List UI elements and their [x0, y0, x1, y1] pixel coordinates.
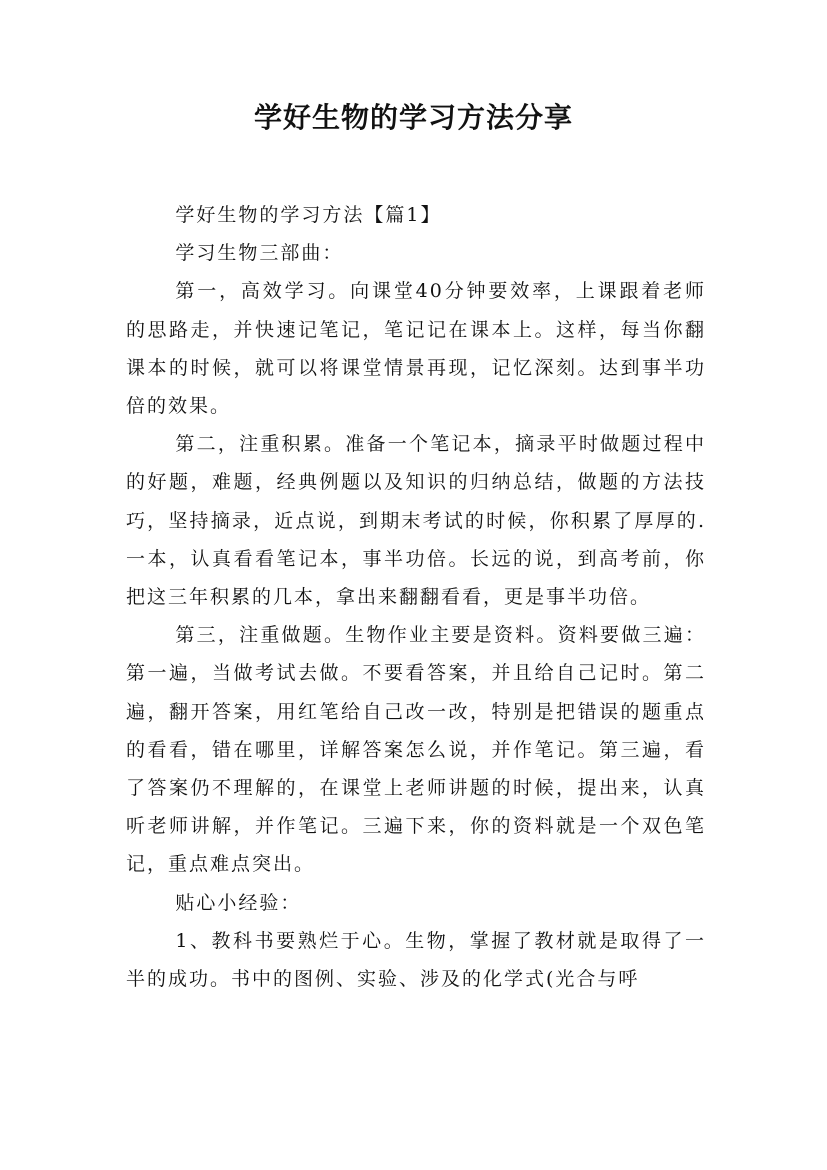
- paragraph-1: 第一，高效学习。向课堂40分钟要效率，上课跟着老师的思路走，并快速记笔记，笔记记在课本上。这样，每当你翻课本的时候，就可以将课堂情景再现，记忆深刻。达到事半功倍的效果。: [126, 280, 706, 418]
- document-title: 学好生物的学习方法分享: [253, 101, 573, 134]
- paragraph-2: 第二，注重积累。准备一个笔记本，摘录平时做题过程中的好题，难题，经典例题以及知识的归纳总结，做题的方法技巧，坚持摘录，近点说，到期末考试的时候，你积累了厚厚的.一本，认真看看笔记本，事半功倍。长远的说，到高考前，你把这三年积累的几本，拿出来翻翻看看，更是事半功倍。: [126, 433, 706, 609]
- subheading: 学习生物三部曲：: [175, 242, 344, 265]
- section-heading: 学好生物的学习方法【篇1】: [175, 204, 442, 226]
- tips-heading: 贴心小经验：: [175, 891, 302, 914]
- paragraph-3: 第三，注重做题。生物作业主要是资料。资料要做三遍：第一遍，当做考试去做。不要看答案，并且给自己记时。第二遍，翻开答案，用红笔给自己改一改，特别是把错误的题重点的看看，错在哪里，详解答案怎么说，并作笔记。第三遍，看了答案仍不理解的，在课堂上老师讲题的时候，提出来，认真听老师讲解，并作笔记。三遍下来，你的资料就是一个双色笔记，重点难点突出。: [126, 624, 706, 876]
- tip-1: 1、教科书要熟烂于心。生物，掌握了教材就是取得了一半的成功。书中的图例、实验、涉及的化学式(光合与呼: [126, 929, 706, 991]
- document-body: [126, 196, 706, 998]
